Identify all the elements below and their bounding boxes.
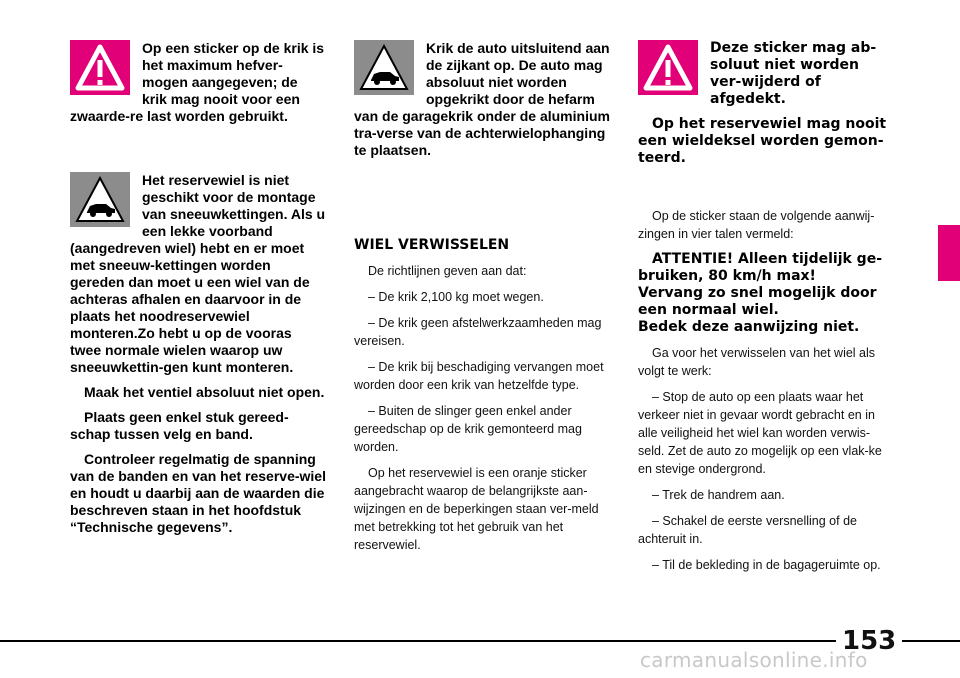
paragraph: Op de sticker staan de volgende aanwij-zingen in vier talen vermeld:: [638, 209, 875, 241]
warning-text: Deze sticker mag ab-soluut niet worden ver-wijderd of afgedekt.: [710, 40, 877, 107]
section-heading: WIEL VERWISSELEN: [354, 237, 510, 253]
chapter-tab: [938, 225, 960, 281]
paragraph: Plaats geen enkel stuk gereed-schap tussen velg en band.: [70, 409, 289, 442]
warning-text: Op het reservewiel mag nooit een wieldeksel worden gemon-teerd.: [638, 116, 887, 166]
warning-text: Het reservewiel is niet geschikt voor de montage van sneeuwkettingen. Als u een lekke voorband (aangedreven wiel) hebt en er moet met sneeuw-kettingen worden gereden dan moet u een wiel van de achteras afhalen en daarvoor in de plaats het noodreservewiel monteren.Zo hebt u op de vooras twee normale wielen waarop uw sneeuwkettin-gen kunt monteren.: [70, 172, 326, 375]
warning-text: Krik de auto uitsluitend aan de zijkant op. De auto mag absoluut niet worden opgekrikt door de hefarm van de garagekrik onder de aluminium tra-verse van de achterwielophanging te plaatsen.: [354, 40, 610, 158]
list-item: – De krik geen afstelwerkzaamheden mag vereisen.: [354, 316, 602, 348]
warning-text: Op een sticker op de krik is het maximum hefver-mogen aangegeven; de krik mag nooit voor een zwaarde-re last worden gebruikt.: [70, 40, 325, 124]
footer-rule: [0, 640, 960, 642]
paragraph: Ga voor het verwisselen van het wiel als volgt te werk:: [638, 346, 876, 378]
column-2: [354, 40, 610, 562]
warning-triangle-icon: [70, 40, 130, 95]
warning-block-snowchains: [70, 172, 326, 376]
paragraph: Controleer regelmatig de spanning van de banden en van het reserve-wiel en houdt u daarbij aan de waarden die beschreven staan in het hoofdstuk “Technische gegevens”.: [70, 451, 326, 535]
car-on-jack-icon: [354, 40, 414, 95]
list-item: – Til de bekleding in de bagageruimte op.: [652, 558, 881, 572]
list-item: – Buiten de slinger geen enkel ander gereedschap op de krik gemonteerd mag worden.: [354, 404, 582, 454]
paragraph: Maak het ventiel absoluut niet open.: [84, 384, 325, 400]
warning-block-sticker: [638, 40, 894, 167]
warning-triangle-icon: [638, 40, 698, 95]
list-item: – Stop de auto op een plaats waar het verkeer niet in gevaar wordt gebracht en in alle veiligheid het wiel kan worden verwis-seld. Zet de auto zo mogelijk op een vlak-ke en stevige ondergrond.: [638, 390, 882, 476]
warning-block-jack: [354, 40, 610, 159]
paragraph: Op het reservewiel is een oranje sticker aangebracht waarop de belangrijkste aan-wijzingen en de beperkingen staan ver-meld met betrekking tot het gebruik van het reservewiel.: [354, 466, 599, 552]
list-item: – De krik 2,100 kg moet wegen.: [368, 290, 544, 304]
column-3: [638, 40, 894, 582]
sticker-text: Bedek deze aanwijzing niet.: [638, 319, 860, 335]
list-item: – Schakel de eerste versnelling of de achteruit in.: [638, 514, 857, 546]
watermark: carmanualsonline.info: [640, 648, 868, 672]
paragraph: De richtlijnen geven aan dat:: [368, 264, 527, 278]
list-item: – De krik bij beschadiging vervangen moet worden door een krik van hetzelfde type.: [354, 360, 604, 392]
warning-block-load: [70, 40, 326, 140]
list-item: – Trek de handrem aan.: [652, 488, 785, 502]
car-on-jack-icon: [70, 172, 130, 227]
sticker-text: Vervang zo snel mogelijk door een normaal wiel.: [638, 285, 877, 318]
column-1: [70, 40, 326, 544]
page-number: 153: [836, 627, 902, 655]
sticker-text: ATTENTIE! Alleen tijdelijk ge-bruiken, 80 km/h max!: [638, 251, 883, 284]
